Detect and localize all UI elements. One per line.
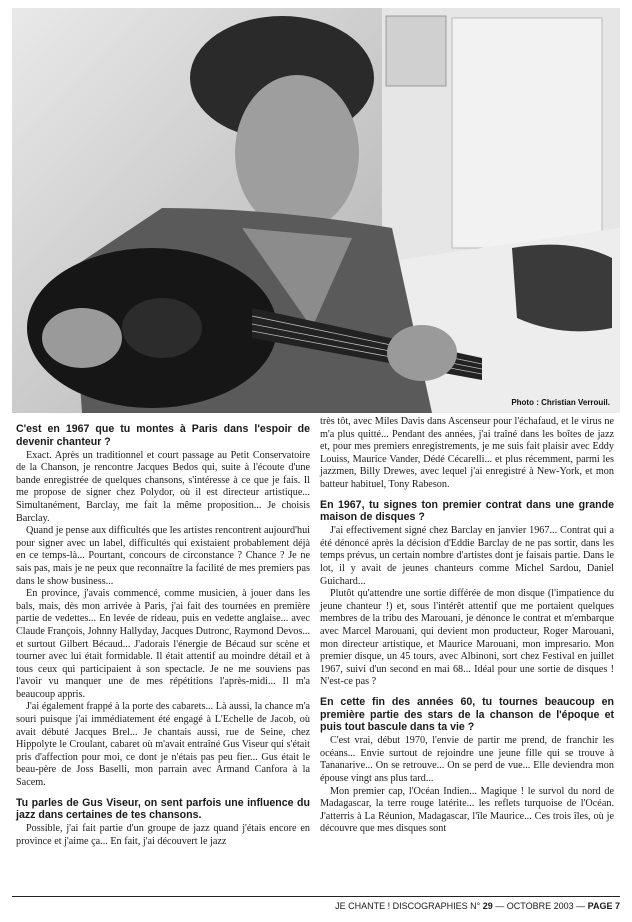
question-2: Tu parles de Gus Viseur, on sent parfois une influence du jazz dans certaines de tes chansons. xyxy=(16,796,310,822)
photo-illustration xyxy=(12,8,620,413)
answer-1-para-1: Exact. Après un traditionnel et court passage au Petit Conservatoire de la Chanson, je rencontre Jacques Bedos qui, suite à l'écoute d'une bande enregistrée de quelques chansons, s'intéresse à ce que je fais. Il me propose de signer chez Polydor, où il est directeur artistique... Simultanément, Barclay, me fait la même proposition... Je choisis Barclay. xyxy=(16,449,310,524)
answer-1-para-3: En province, j'avais commencé, comme musicien, à jouer dans les bals, mais, dès mon arrivée à Paris, j'ai fait des tournées en première partie de vedettes... En levée de rideau, puis en vedette anglaise... avec Claude François, Johnny Hallyday, Jacques Dutronc, Raymond Devos... et surtout Gilbert Bécaud... J'adorais l'énergie de Bécaud sur scène et tourner avec lui était formidable. Il était attentif au moindre détail et à tous ceux qui participaient à son spectacle. Je ne me souviens pas l'avoir vu manquer une de mes répétitions l'après-midi... Il m'a beaucoup appris. xyxy=(16,588,310,700)
question-1: C'est en 1967 que tu montes à Paris dans l'espoir de devenir chanteur ? xyxy=(16,423,310,448)
footer-magazine: JE CHANTE ! DISCOGRAPHIES N° xyxy=(335,901,481,911)
answer-1-para-4: J'ai également frappé à la porte des cabarets... Là aussi, la chance m'a souri puisque j'ai immédiatement été engagé à L'Echelle de Jacob, où avait débuté Jacques Brel... Je chantais aussi, rue de Seine, chez Hippolyte le Croulant, cabaret où m'avait entraîné Gus Viseur qui s'était pris d'affection pour moi, ce dont je n'étais pas peu fier... Gus était le beau-père de Joss Baselli, mon parrain avec Armand Canfora à la Sacem. xyxy=(16,701,310,789)
photo-credit: Photo : Christian Verrouil. xyxy=(511,398,610,407)
footer-date: — OCTOBRE 2003 — xyxy=(495,901,586,911)
page-footer xyxy=(12,896,620,914)
question-4: En cette fin des années 60, tu tournes beaucoup en première partie des stars de la chanson de l'époque et puis tout bascule dans ta vie ? xyxy=(320,695,614,734)
answer-3-para-1: J'ai effectivement signé chez Barclay en janvier 1967... Contrat qui a été dénoncé après la décision d'Eddie Barclay de ne pas sortir, dans les temps prévus, un certain nombre d'artistes dont je faisais partie. Dans le lot, il y avait de jeunes chanteurs comme Michel Sardou, Daniel Guichard... xyxy=(320,525,614,587)
column-right xyxy=(320,416,614,836)
question-3: En 1967, tu signes ton premier contrat dans une grande maison de disques ? xyxy=(320,498,614,524)
column-left xyxy=(16,423,310,848)
footer-issue: 29 xyxy=(482,901,493,911)
footer-page: PAGE 7 xyxy=(587,901,620,911)
answer-4-para-1: C'est vrai, début 1970, l'envie de partir me prend, de franchir les océans... Envie surtout de rejoindre une jeune fille qui se trouve à Tananarive... On se retrouve... On se perd de vue... Elle deviendra mon épouse vingt ans plus tard... xyxy=(320,735,614,785)
answer-2-continued: très tôt, avec Miles Davis dans Ascenseur pour l'échafaud, et le virus ne m'a plus quitté... Pendant des années, j'ai traîné dans les boîtes de jazz et, pour mes premiers enregistrements, je me suis fait plaisir avec Eddy Louiss, Maurice Vander, Dédé Cécarelli... et plus récemment, parmi les jazzmen, Billy Drewes, avec lequel j'ai enregistré à New-York, et mon batteur habituel, Tony Rabeson. xyxy=(320,416,614,490)
answer-3-para-2: Plutôt qu'attendre une sortie différée de mon disque (l'impatience du jeune chanteur !) et, sous l'intérêt attentif que me portaient quelques membres de la tribu des Marouani, je dénonce le contrat et m'embarque avec Marcel Marouani, qui devient mon producteur, Roger Marouani, mon directeur artistique, et Maurice Marouani, mon impresario. Mon premier disque, un 45 tours, avec Albinoni, sort chez Festival en juillet 1967, suivi d'un second en mai 68... Idéal pour une sortie de disques ! N'est-ce pas ? xyxy=(320,588,614,688)
answer-1-para-2: Quand je pense aux difficultés que les artistes rencontrent aujourd'hui pour signer avec un label, difficultés qui existaient probablement déjà en ce temps-là... Pourtant, concours de circonstance ? Chance ? Je ne sais pas, mais je ne peux que reconnaître la facilité de mes premiers pas dans le show business... xyxy=(16,525,310,587)
photo-singer-guitar xyxy=(12,8,620,413)
answer-4-para-2: Mon premier cap, l'Océan Indien... Magique ! le survol du nord de Madagascar, la terre rouge latérite... les reflets turquoise de l'Océan. J'atterris à La Réunion, Madagascar, l'île Maurice... Ces trois îles, où je découvre que mes disques sont xyxy=(320,785,614,835)
answer-2-para-1: Possible, j'ai fait partie d'un groupe de jazz quand j'étais encore en province et j'aime ça... En fait, j'ai découvert le jazz xyxy=(16,823,310,847)
